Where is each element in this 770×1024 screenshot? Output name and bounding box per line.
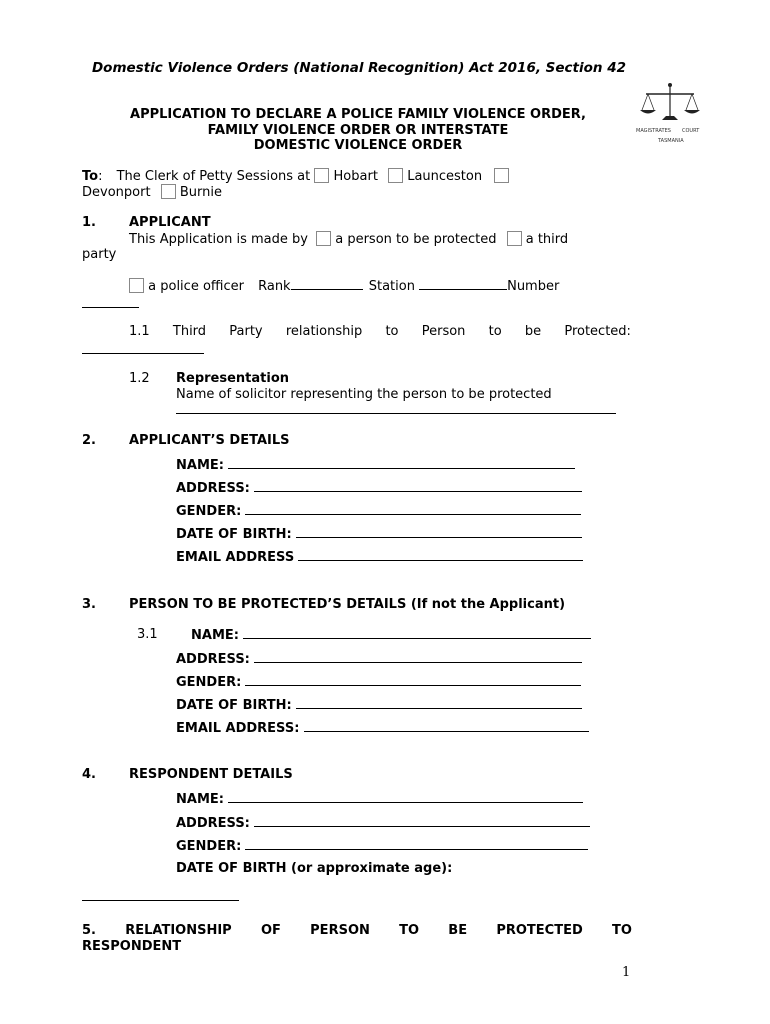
- svg-text:COURT: COURT: [682, 128, 700, 134]
- to-label: To: [82, 169, 99, 184]
- solicitor-text: Name of solicitor representing the person to be protected: [176, 387, 552, 402]
- svg-text:MAGISTRATES: MAGISTRATES: [636, 128, 671, 134]
- sub-1-2-number: 1.2: [129, 371, 150, 386]
- police-officer-label: a police officer: [148, 279, 244, 294]
- field-label: GENDER:: [176, 839, 242, 854]
- burnie-checkbox[interactable]: [161, 184, 176, 199]
- field-label: NAME:: [176, 458, 224, 473]
- station-label: Station: [368, 279, 415, 294]
- respondent-name-field[interactable]: [228, 791, 583, 803]
- protected-gender-field[interactable]: [245, 674, 581, 686]
- party-text: party: [82, 247, 117, 262]
- section-3-title: PERSON TO BE PROTECTED’S DETAILS (If not the Applicant): [129, 597, 566, 612]
- person-protected-label: a person to be protected: [335, 232, 497, 247]
- protected-email-row: [176, 720, 589, 736]
- section-5-word: PERSON: [310, 923, 370, 938]
- section-5-word: RELATIONSHIP: [125, 923, 232, 938]
- solicitor-name-field[interactable]: [176, 402, 616, 418]
- protected-dob-row: [176, 697, 582, 713]
- section-5-title-line-2: RESPONDENT: [82, 939, 182, 954]
- respondent-dob-row: [176, 861, 452, 876]
- section-2-title: APPLICANT’S DETAILS: [129, 433, 290, 448]
- form-title-line-1: APPLICATION TO DECLARE A POLICE FAMILY VIOLENCE ORDER,: [130, 107, 586, 122]
- rank-label: Rank: [258, 279, 291, 294]
- field-label: EMAIL ADDRESS:: [176, 721, 300, 736]
- respondent-address-row: [176, 815, 590, 831]
- police-officer-checkbox[interactable]: [129, 278, 144, 293]
- rank-field[interactable]: [291, 278, 363, 290]
- field-label: EMAIL ADDRESS: [176, 550, 295, 565]
- sub-1-1-number: 1.1: [129, 324, 150, 339]
- sub-1-1-word: to: [488, 324, 502, 339]
- launceston-checkbox[interactable]: [388, 168, 403, 183]
- devonport-checkbox[interactable]: [494, 168, 509, 183]
- protected-name-field[interactable]: [243, 627, 591, 639]
- field-label: DATE OF BIRTH:: [176, 698, 292, 713]
- section-2-number: 2.: [82, 433, 96, 448]
- applicant-name-field[interactable]: [228, 457, 575, 469]
- burnie-label: Burnie: [179, 185, 222, 200]
- hobart-checkbox[interactable]: [314, 168, 329, 183]
- form-title-line-3: DOMESTIC VIOLENCE ORDER: [253, 138, 463, 153]
- field-label: GENDER:: [176, 504, 242, 519]
- respondent-gender-row: [176, 838, 588, 854]
- applicant-gender-field[interactable]: [245, 503, 581, 515]
- section-1-title: APPLICANT: [129, 215, 211, 230]
- made-by-text: This Application is made by: [129, 232, 308, 247]
- sub-3-1-number: 3.1: [137, 627, 158, 642]
- person-protected-checkbox[interactable]: [316, 231, 331, 246]
- section-5-heading: [82, 923, 632, 938]
- svg-text:TASMANIA: TASMANIA: [658, 138, 684, 144]
- protected-gender-row: [176, 674, 581, 690]
- sub-1-1-word: to: [385, 324, 399, 339]
- police-officer-line: [129, 278, 559, 294]
- applicant-dob-field[interactable]: [296, 526, 582, 538]
- respondent-dob-field[interactable]: [82, 889, 239, 905]
- field-label: GENDER:: [176, 675, 242, 690]
- protected-address-row: [176, 651, 582, 667]
- section-4-number: 4.: [82, 767, 96, 782]
- third-party-checkbox[interactable]: [507, 231, 522, 246]
- third-party-relationship-field[interactable]: [82, 342, 204, 358]
- third-party-label: a third: [525, 232, 569, 247]
- station-field[interactable]: [419, 278, 507, 290]
- section-5-word: TO: [612, 923, 632, 938]
- to-text: The Clerk of Petty Sessions at: [116, 169, 311, 184]
- sub-1-1-word: Party: [229, 324, 263, 339]
- protected-email-field[interactable]: [304, 720, 589, 732]
- sub-1-1-word: be: [524, 324, 542, 339]
- field-label: DATE OF BIRTH (or approximate age):: [176, 861, 453, 876]
- applicant-type-line: [129, 231, 568, 247]
- section-5-number: 5.: [82, 923, 96, 938]
- applicant-address-row: [176, 480, 582, 496]
- number-label: Number: [507, 279, 560, 294]
- sub-1-1-word: Protected:: [564, 324, 631, 339]
- hobart-label: Hobart: [333, 169, 378, 184]
- form-title: [100, 107, 616, 154]
- representation-title: Representation: [176, 371, 290, 386]
- section-5-word: PROTECTED: [496, 923, 583, 938]
- to-line: [82, 168, 509, 184]
- section-3-number: 3.: [82, 597, 96, 612]
- field-label: NAME:: [191, 628, 239, 643]
- number-field-continued[interactable]: [82, 296, 139, 312]
- to-colon: :: [98, 169, 103, 184]
- applicant-gender-row: [176, 503, 581, 519]
- field-label: ADDRESS:: [176, 481, 250, 496]
- applicant-dob-row: [176, 526, 582, 542]
- applicant-email-field[interactable]: [298, 549, 583, 561]
- protected-name-row: [191, 627, 591, 643]
- sub-1-1-word: relationship: [285, 324, 363, 339]
- sub-1-1-word: Third: [172, 324, 207, 339]
- sub-1-1-word: Person: [421, 324, 466, 339]
- court-scales-logo: [634, 80, 706, 150]
- section-5-word: TO: [399, 923, 420, 938]
- section-4-title: RESPONDENT DETAILS: [129, 767, 293, 782]
- protected-dob-field[interactable]: [296, 697, 582, 709]
- field-label: ADDRESS:: [176, 816, 250, 831]
- devonport-label: Devonport: [82, 185, 151, 200]
- applicant-address-field[interactable]: [254, 480, 582, 492]
- page-number: 1: [622, 965, 631, 980]
- field-label: NAME:: [176, 792, 224, 807]
- field-label: DATE OF BIRTH:: [176, 527, 292, 542]
- launceston-label: Launceston: [407, 169, 483, 184]
- form-title-line-2: FAMILY VIOLENCE ORDER OR INTERSTATE: [207, 122, 509, 138]
- applicant-name-row: [176, 457, 575, 473]
- protected-address-field[interactable]: [254, 651, 582, 663]
- field-label: ADDRESS:: [176, 652, 250, 667]
- section-1-number: 1.: [82, 215, 96, 230]
- section-5-word: BE: [448, 923, 468, 938]
- applicant-email-row: [176, 549, 583, 565]
- third-party-relationship-line: [129, 324, 631, 339]
- respondent-address-field[interactable]: [254, 815, 590, 827]
- section-5-word: OF: [260, 923, 281, 938]
- act-reference: Domestic Violence Orders (National Recognition) Act 2016, Section 42: [91, 60, 627, 76]
- to-line-2: [82, 184, 222, 200]
- respondent-name-row: [176, 791, 583, 807]
- respondent-gender-field[interactable]: [245, 838, 588, 850]
